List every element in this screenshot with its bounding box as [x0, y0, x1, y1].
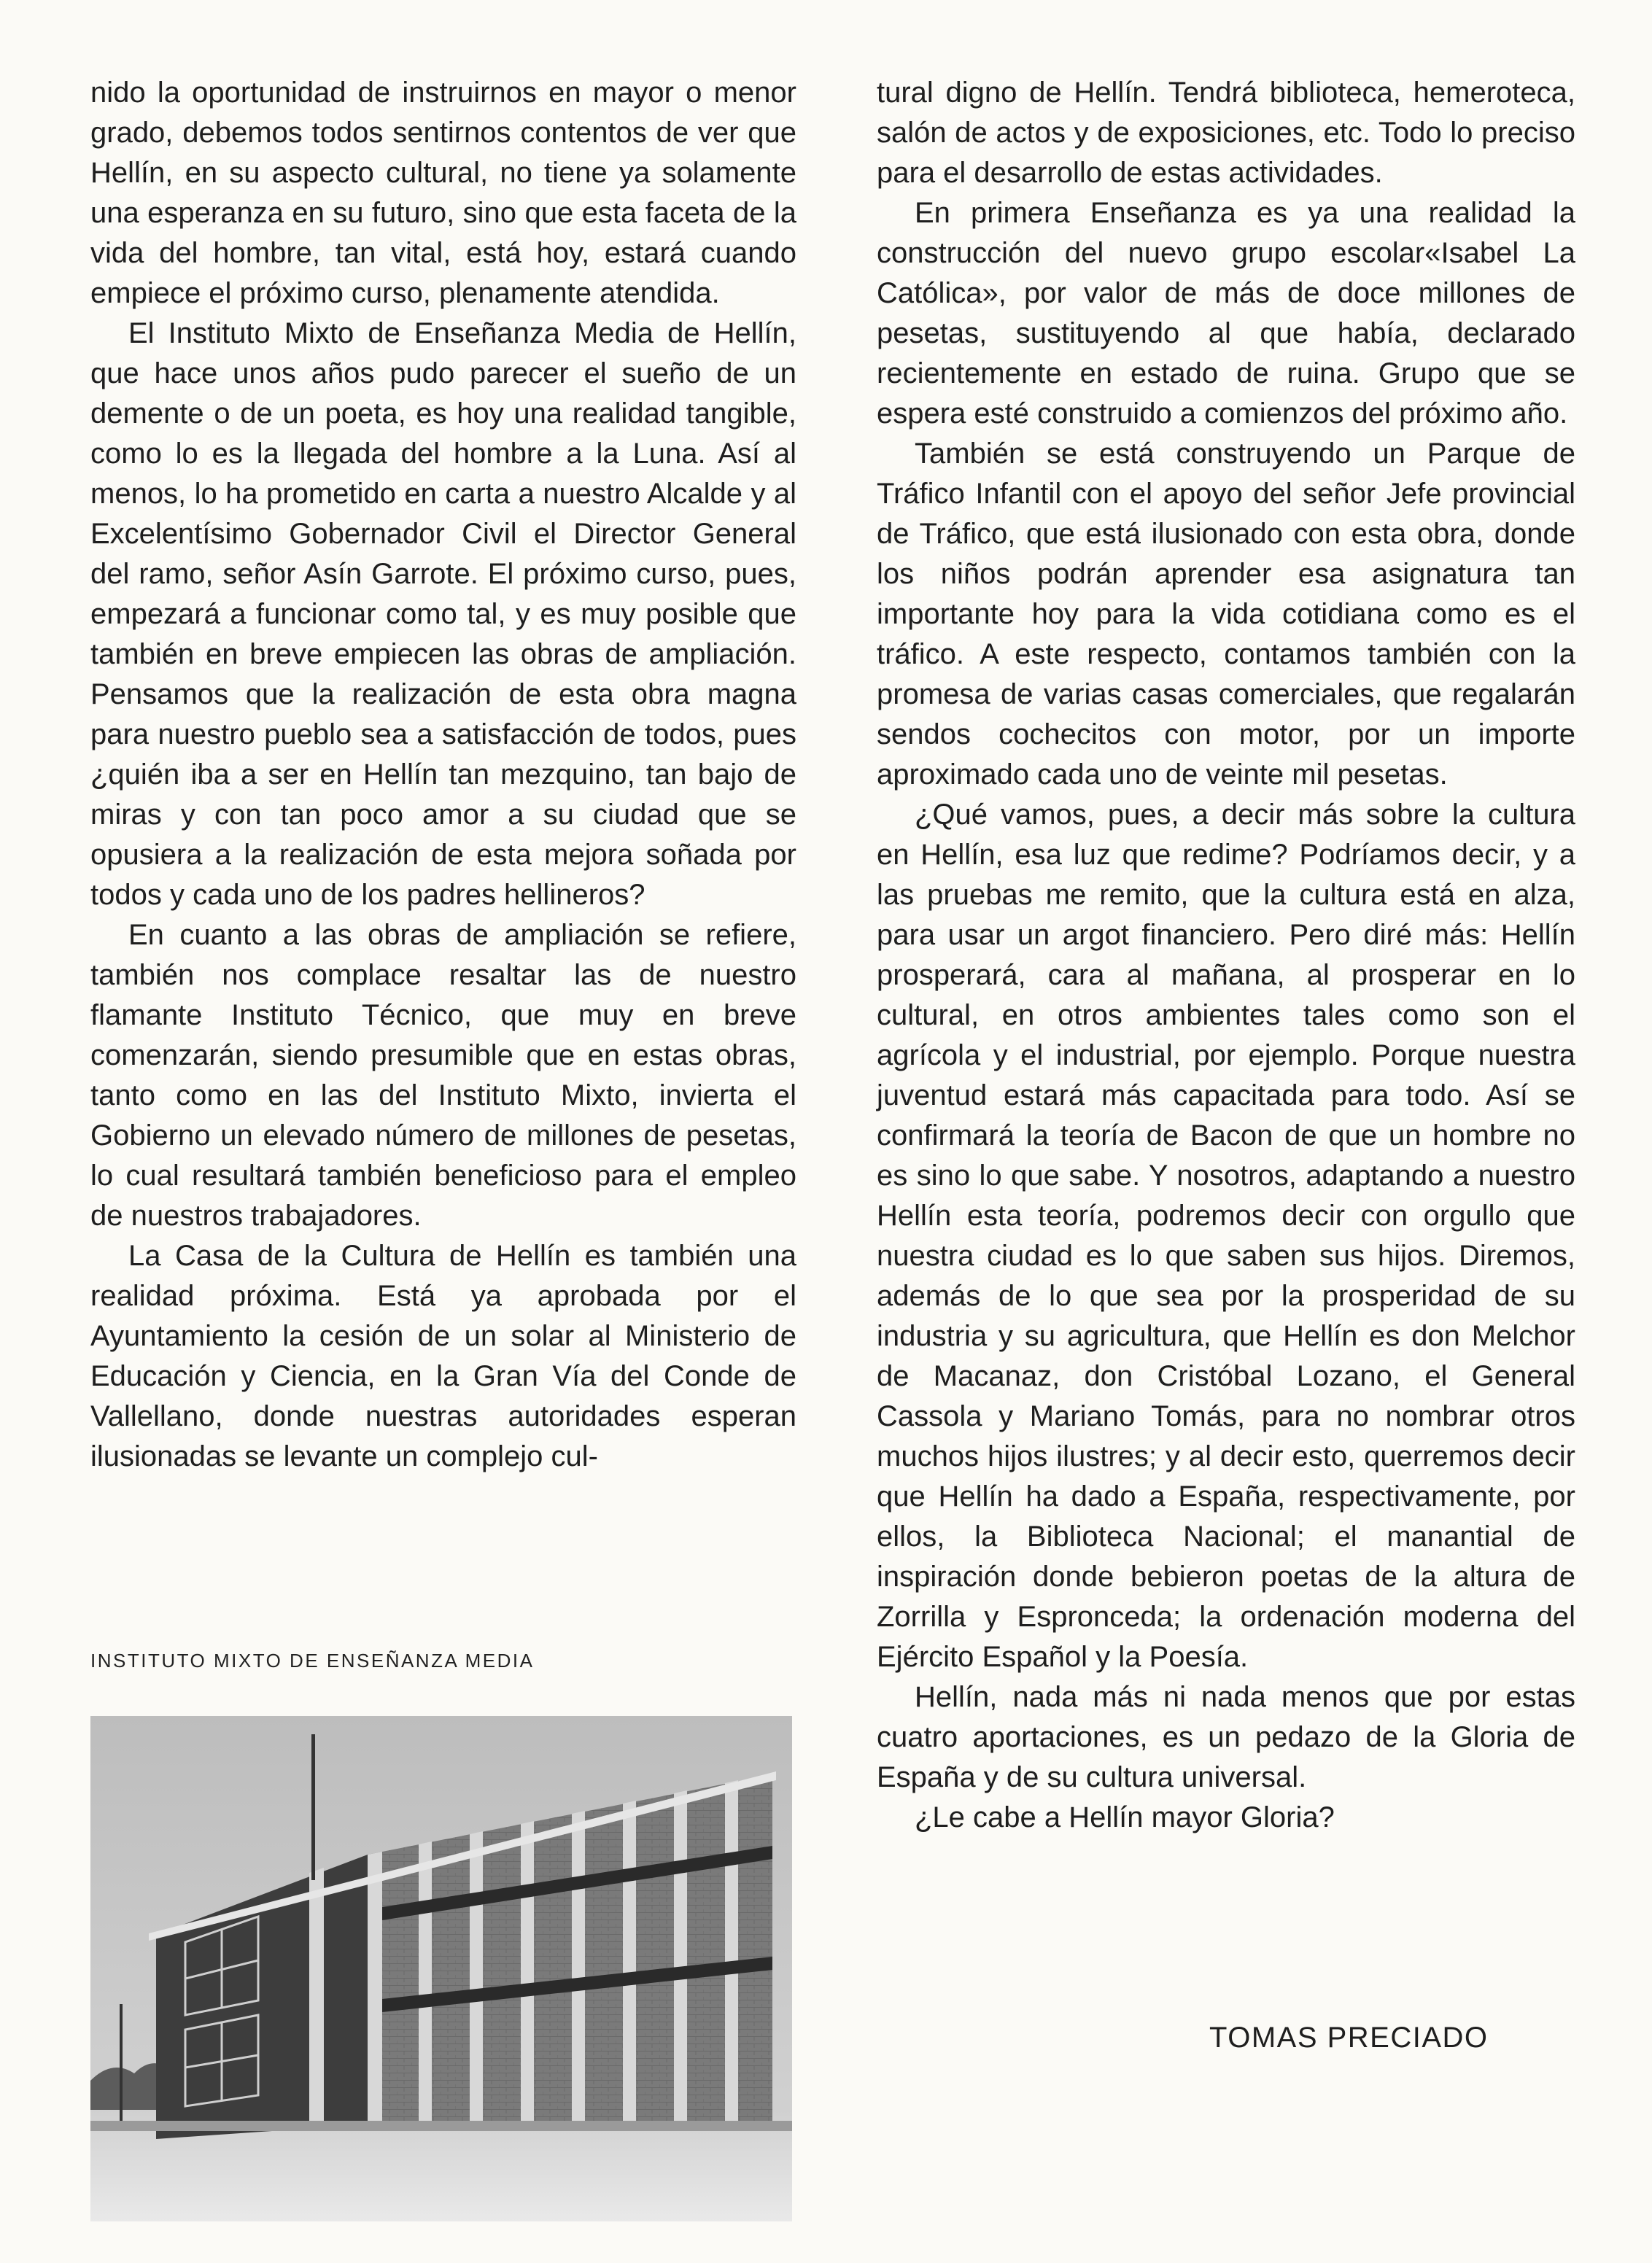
author-signature: TOMAS PRECIADO: [1209, 2022, 1489, 2054]
right-column: [877, 73, 1575, 1838]
building-photo: [90, 1716, 792, 2221]
paragraph: En cuanto a las obras de ampliación se refiere, también nos complace resaltar las de nuestro flamante Instituto Técnico, que muy en breve comenzarán, siendo presumible que en estas obras, tanto como en las del Instituto Mixto, invierta el Gobierno un elevado número de millones de pesetas, lo cual resultará también beneficioso para el empleo de nuestros trabajadores.: [90, 919, 796, 1232]
paragraph: También se está construyendo un Parque de Tráfico Infantil con el apoyo del señor Jefe provincial de Tráfico, que está ilusionado con esta obra, donde los niños podrán aprender esa asignatura tan importante hoy para la vida cotidiana como es el tráfico. A este respecto, contamos también con la promesa de varias casas comerciales, que regalarán sendos cochecitos con motor, por un importe aproximado cada uno de veinte mil pesetas.: [877, 438, 1575, 791]
paragraph: Hellín, nada más ni nada menos que por estas cuatro aportaciones, es un pedazo de la Gloria de España y de su cultura universal.: [877, 1681, 1575, 1793]
paragraph: El Instituto Mixto de Enseñanza Media de Hellín, que hace unos años pudo parecer el sueño de un demente o de un poeta, es hoy una realidad tangible, como lo es la llegada del hombre a la Luna. Así al menos, lo ha prometido en carta a nuestro Alcalde y al Excelentísimo Gobernador Civil el Director General del ramo, señor Asín Garrote. El próximo curso, pues, empezará a funcionar como tal, y es muy posible que también en breve empiecen las obras de ampliación. Pensamos que la realización de esta obra magna para nuestro pueblo sea a satisfacción de todos, pues ¿quién iba a ser en Hellín tan mezquino, tan bajo de miras y con tan poco amor a su ciudad que se opusiera a la realización de esta mejora soñada por todos y cada uno de los padres hellineros?: [90, 317, 796, 911]
paragraph: ¿Qué vamos, pues, a decir más sobre la cultura en Hellín, esa luz que redime? Podríamos decir, y a las pruebas me remito, que la cultura está en alza, para usar un argot financiero. Pero diré más: Hellín prosperará, cara al mañana, al prosperar en lo cultural, en otros ambientes tales como son el agrícola y el industrial, por ejemplo. Porque nuestra juventud estará más capacitada para todo. Así se confirmará la teoría de Bacon de que un hombre no es sino lo que sabe. Y nosotros, adaptando a nuestro Hellín esta teoría, podremos decir con orgullo que nuestra ciudad es lo que saben sus hijos. Diremos, además de lo que sea por la prosperidad de su industria y su agricultura, que Hellín es don Melchor de Macanaz, don Cristóbal Lozano, el General Cassola y Mariano Tomás, para no nombrar otros muchos hijos ilustres; y al decir esto, querremos decir que Hellín ha dado a España, respectivamente, por ellos, la Biblioteca Nacional; el manantial de inspiración donde bebieron poetas de la altura de Zorrilla y Espronceda; la ordenación moderna del Ejército Español y la Poesía.: [877, 799, 1575, 1673]
paragraph: tural digno de Hellín. Tendrá biblioteca, hemeroteca, salón de actos y de exposiciones, etc. Todo lo preciso para el desarrollo de estas actividades.: [877, 77, 1575, 189]
paragraph: nido la oportunidad de instruirnos en mayor o menor grado, debemos todos sentirnos contentos de ver que Hellín, en su aspecto cultural, no tiene ya solamente una esperanza en su futuro, sino que esta faceta de la vida del hombre, tan vital, está hoy, estará cuando empiece el próximo curso, plenamente atendida.: [90, 77, 796, 309]
paragraph: La Casa de la Cultura de Hellín es también una realidad próxima. Está ya aprobada por el Ayuntamiento la cesión de un solar al Ministerio de Educación y Ciencia, en la Gran Vía del Conde de Vallellano, donde nuestras autoridades esperan ilusionadas se levante un complejo cul-: [90, 1240, 796, 1472]
paragraph: ¿Le cabe a Hellín mayor Gloria?: [915, 1801, 1335, 1833]
paragraph: En primera Enseñanza es ya una realidad la construcción del nuevo grupo escolar«Isabel La Católica», por valor de más de doce millones de pesetas, sustituyendo al que había, declarado recientemente en estado de ruina. Grupo que se espera esté construido a comienzos del próximo año.: [877, 197, 1575, 430]
photo-caption: INSTITUTO MIXTO DE ENSEÑANZA MEDIA: [90, 1650, 535, 1672]
left-column: [90, 73, 796, 1477]
